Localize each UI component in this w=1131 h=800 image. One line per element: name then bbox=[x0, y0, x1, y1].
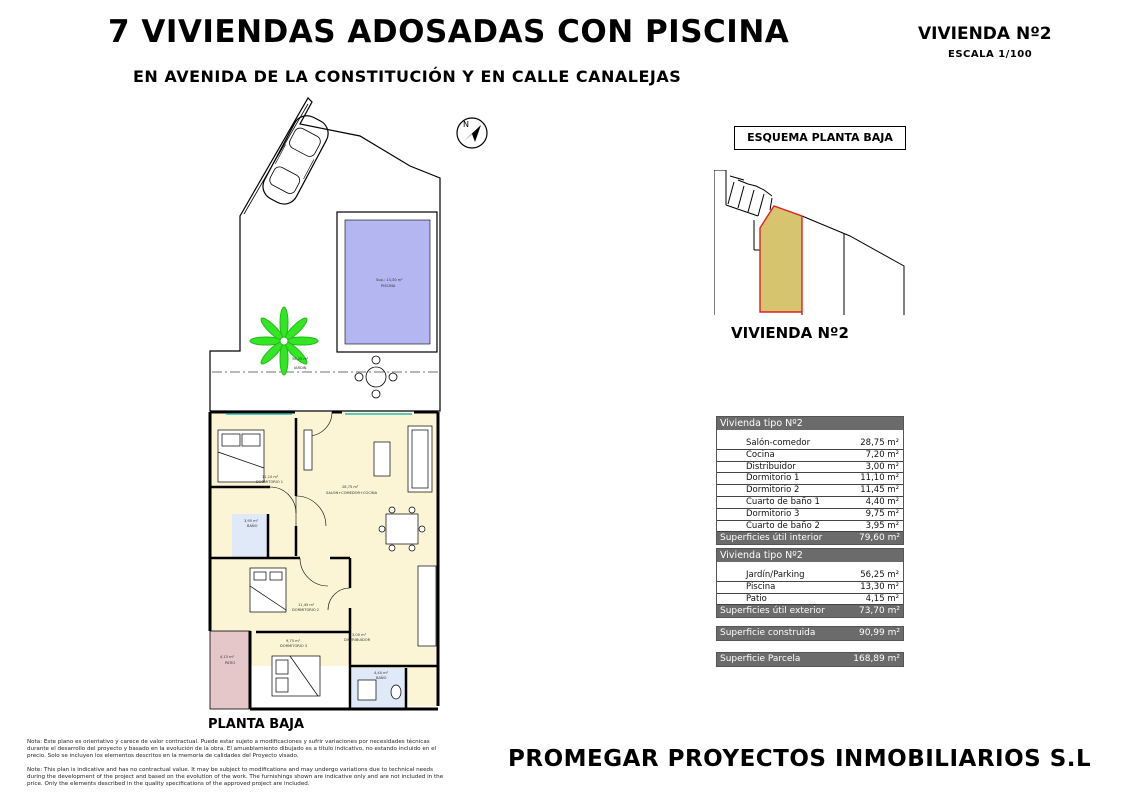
page-subtitle: EN AVENIDA DE LA CONSTITUCIÓN Y EN CALLE CANALEJAS bbox=[133, 67, 682, 86]
row-value: 4,40 m² bbox=[865, 496, 899, 507]
row-value: 11,45 m² bbox=[860, 485, 899, 496]
compass-icon bbox=[455, 116, 489, 150]
palm-tree-icon bbox=[250, 307, 318, 375]
kitchen-counter bbox=[418, 566, 436, 646]
pool-area-label: Sup.: 13,30 m² bbox=[376, 278, 403, 282]
table-row bbox=[717, 521, 903, 533]
exterior-total-row bbox=[717, 605, 903, 617]
schema-diagram bbox=[714, 170, 906, 320]
built-label: Superficie construida bbox=[720, 628, 816, 638]
floor-plan bbox=[200, 96, 460, 716]
table-row bbox=[717, 509, 903, 521]
total-value: 79,60 m² bbox=[858, 533, 900, 544]
patio-name-label: PATIO bbox=[225, 661, 236, 665]
bath1-area-label: 4,40 m² bbox=[374, 671, 389, 675]
interior-table-header: Vivienda tipo Nº2 bbox=[717, 417, 903, 430]
patio-area-label: 4,15 m² bbox=[220, 655, 235, 659]
row-name: Salón-comedor bbox=[746, 438, 811, 448]
table-row bbox=[717, 462, 903, 474]
interior-area-table bbox=[716, 416, 904, 545]
table-row bbox=[717, 594, 903, 606]
row-name: Dormitorio 2 bbox=[746, 485, 800, 496]
row-value: 3,95 m² bbox=[865, 520, 899, 531]
row-value: 11,10 m² bbox=[860, 473, 899, 484]
living-area-label: 28,75 m² bbox=[342, 485, 359, 489]
garden-area-label: 56,25 m² bbox=[292, 357, 309, 361]
row-name: Cuarto de baño 1 bbox=[746, 496, 820, 507]
total-label: Superficies útil exterior bbox=[720, 606, 825, 617]
built-value: 90,99 m² bbox=[858, 628, 900, 638]
patio-area bbox=[210, 631, 250, 709]
bedroom2-name-label: DORMITORIO 2 bbox=[292, 608, 320, 612]
bed-2-icon bbox=[250, 568, 286, 612]
row-name: Dormitorio 1 bbox=[746, 473, 800, 484]
row-value: 9,75 m² bbox=[865, 508, 899, 519]
parcel-area-box bbox=[716, 652, 904, 667]
row-value: 7,20 m² bbox=[865, 449, 899, 460]
table-row bbox=[717, 485, 903, 497]
pool-name-label: PISCINA bbox=[381, 284, 396, 288]
bed-1-icon bbox=[218, 430, 264, 482]
scale-label: ESCALA 1/100 bbox=[948, 49, 1033, 60]
schema-highlight-unit bbox=[760, 206, 802, 312]
table-row bbox=[717, 450, 903, 462]
page-title: 7 VIVIENDAS ADOSADAS CON PISCINA bbox=[108, 14, 790, 50]
row-value: 13,30 m² bbox=[860, 581, 899, 592]
built-area-box bbox=[716, 626, 904, 641]
bedroom3-area-label: 9,75 m² bbox=[286, 639, 301, 643]
bedroom1-area-label: 11,10 m² bbox=[262, 475, 279, 479]
exterior-table-header: Vivienda tipo Nº2 bbox=[717, 549, 903, 562]
pool-water bbox=[345, 220, 430, 344]
bedroom1-name-label: DORMITORIO 1 bbox=[256, 480, 284, 484]
bath1-name-label: BAÑO bbox=[376, 676, 387, 680]
compass-north-label: N bbox=[463, 120, 469, 129]
note-spanish: Nota: Este plano es orientativo y carece de valor contractual. Puede estar sujeto a modificaciones y sufrir variaciones por necesidades técnicas durante el desarrollo del proyecto y basado en la evolución de la obra. El amueblamiento dibujado es a título indicativo, no estando incluido en el precio. Solo se incluyen los elementos descritos en la memoria de calidades del Proyecto visado. bbox=[27, 739, 437, 759]
table-row bbox=[717, 497, 903, 509]
parcel-value: 168,89 m² bbox=[853, 654, 900, 664]
living-name-label: SALON+COMEDOR+COCINA bbox=[326, 491, 378, 495]
bath2-area-label: 3,95 m² bbox=[244, 519, 259, 523]
row-value: 28,75 m² bbox=[860, 438, 899, 448]
bedroom2-area-label: 11,45 m² bbox=[298, 603, 315, 607]
distributor-name-label: DISTRIBUIDOR bbox=[344, 638, 371, 642]
row-name: Dormitorio 3 bbox=[746, 508, 800, 519]
table-row bbox=[717, 570, 903, 582]
row-name: Distribuidor bbox=[746, 461, 796, 472]
bath2-name-label: BAÑO bbox=[247, 524, 258, 528]
row-value: 4,15 m² bbox=[865, 593, 899, 604]
outdoor-table-icon bbox=[355, 356, 397, 398]
total-label: Superficies útil interior bbox=[720, 533, 823, 544]
plan-label: PLANTA BAJA bbox=[208, 717, 305, 732]
bedroom3-name-label: DORMITORIO 3 bbox=[280, 644, 308, 648]
row-value: 56,25 m² bbox=[860, 570, 899, 580]
garden-name-label: JARDIN bbox=[294, 366, 307, 370]
table-row bbox=[717, 473, 903, 485]
row-name: Patio bbox=[746, 593, 767, 604]
row-name: Cocina bbox=[746, 449, 775, 460]
exterior-area-table bbox=[716, 548, 904, 618]
row-name: Cuarto de baño 2 bbox=[746, 520, 820, 531]
row-name: Jardín/Parking bbox=[746, 570, 805, 580]
total-value: 73,70 m² bbox=[858, 606, 900, 617]
note-english: Note: This plan is indicative and has no contractual value. It may be subject to modifications and may undergo variations due to technical needs during the development of the project and based on the evolution of the work. The furnishings shown are indicative only and are not included in the price. Only the elements described in the quality specifications of the approved project are included. bbox=[27, 767, 444, 787]
parcel-label: Superficie Parcela bbox=[720, 654, 801, 664]
distributor-area-label: 3,00 m² bbox=[352, 633, 367, 637]
table-row bbox=[717, 582, 903, 594]
unit-title: VIVIENDA Nº2 bbox=[918, 24, 1052, 44]
bed-3-icon bbox=[272, 656, 320, 696]
company-name: PROMEGAR PROYECTOS INMOBILIARIOS S.L bbox=[508, 746, 1092, 772]
schema-unit-label: VIVIENDA Nº2 bbox=[731, 324, 849, 342]
table-row bbox=[717, 438, 903, 450]
interior-total-row bbox=[717, 532, 903, 544]
row-name: Piscina bbox=[746, 581, 776, 592]
row-value: 3,00 m² bbox=[865, 461, 899, 472]
schema-label: ESQUEMA PLANTA BAJA bbox=[734, 126, 906, 150]
